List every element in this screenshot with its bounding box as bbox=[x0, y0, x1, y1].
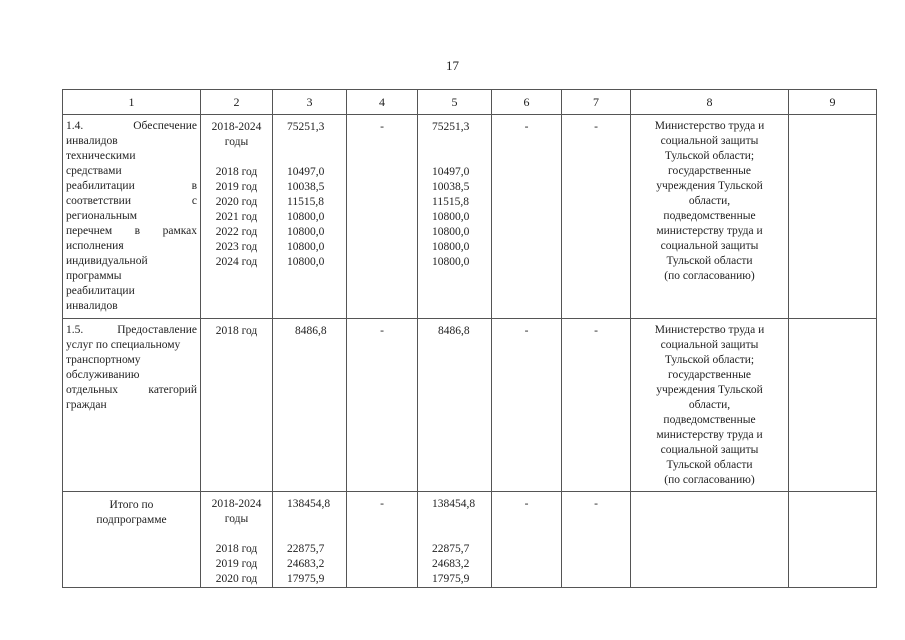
measure-name-text: перечнем bbox=[66, 225, 113, 237]
measure-name-text: в bbox=[191, 180, 197, 192]
dash-value: - bbox=[524, 121, 529, 133]
year-label: 2023 год bbox=[215, 241, 258, 253]
measure-name-text: инвалидов bbox=[66, 135, 118, 147]
year-value: 10800,0 bbox=[432, 211, 470, 223]
header-col-3: 3 bbox=[273, 90, 347, 115]
year-value: 10038,5 bbox=[287, 181, 325, 193]
measure-name-text: реабилитации bbox=[66, 180, 135, 192]
year-label: 2018 год bbox=[215, 166, 258, 178]
measure-name-text: инвалидов bbox=[66, 300, 118, 312]
year-value: 10800,0 bbox=[432, 256, 470, 268]
header-col-4: 4 bbox=[347, 90, 418, 115]
year-value: 10800,0 bbox=[287, 211, 325, 223]
measure-name-text: категорий bbox=[148, 384, 197, 396]
year-value: 11515,8 bbox=[432, 196, 469, 208]
period-range: 2018-2024 bbox=[211, 498, 262, 510]
year-value: 24683,2 bbox=[432, 558, 470, 570]
measure-name-text: отдельных bbox=[66, 384, 119, 396]
col9-cell bbox=[789, 492, 877, 588]
org-text: (по согласованию) bbox=[664, 474, 755, 486]
year-label: 2024 год bbox=[215, 256, 258, 268]
measure-name-text: граждан bbox=[66, 399, 107, 411]
year-value: 22875,7 bbox=[432, 543, 470, 555]
responsible-org-cell bbox=[631, 492, 789, 588]
year-label: 2022 год bbox=[215, 226, 258, 238]
org-text: Тульской области bbox=[666, 459, 753, 471]
col4-cell bbox=[347, 492, 418, 588]
org-text: социальной защиты bbox=[660, 339, 759, 351]
total-value: 138454,8 bbox=[287, 498, 331, 510]
measure-name-text: соответствии bbox=[66, 195, 131, 207]
col7-cell bbox=[562, 492, 631, 588]
table-row-total bbox=[63, 492, 877, 588]
measure-name-cell bbox=[63, 319, 201, 492]
col4-cell bbox=[347, 115, 418, 319]
header-col-2: 2 bbox=[201, 90, 273, 115]
year-value: 10800,0 bbox=[432, 241, 470, 253]
measure-name-text: рамках bbox=[162, 225, 197, 237]
col9-cell bbox=[789, 115, 877, 319]
measure-name-text: средствами bbox=[66, 165, 122, 177]
measure-name-text: услуг по специальному bbox=[66, 339, 181, 351]
year-value: 10800,0 bbox=[287, 256, 325, 268]
total-value: 8486,8 bbox=[295, 325, 327, 337]
org-text: подведомственные bbox=[663, 414, 756, 426]
org-text: (по согласованию) bbox=[664, 270, 755, 282]
total-value: 8486,8 bbox=[438, 325, 470, 337]
col5-cell bbox=[418, 492, 492, 588]
org-text: Министерство труда и bbox=[654, 324, 765, 336]
total-funding-cell bbox=[273, 115, 347, 319]
total-label: подпрограмме bbox=[96, 514, 167, 526]
col6-cell bbox=[492, 115, 562, 319]
total-value: 138454,8 bbox=[432, 498, 476, 510]
org-text: государственные bbox=[668, 369, 751, 381]
dash-value: - bbox=[594, 121, 598, 133]
header-col-7: 7 bbox=[562, 90, 631, 115]
dash-value: - bbox=[524, 325, 529, 337]
period-cell bbox=[201, 319, 273, 492]
subprogram-total-label-cell bbox=[63, 492, 201, 588]
measure-name-cell bbox=[63, 115, 201, 319]
year-label: 2021 год bbox=[215, 211, 258, 223]
org-text: социальной защиты bbox=[660, 135, 759, 147]
responsible-org-cell bbox=[631, 115, 789, 319]
year-value: 17975,9 bbox=[432, 573, 470, 585]
header-col-6: 6 bbox=[492, 90, 562, 115]
year-value: 11515,8 bbox=[287, 196, 324, 208]
year-label: 2019 год bbox=[215, 181, 258, 193]
dash-value: - bbox=[380, 325, 384, 337]
year-value: 10038,5 bbox=[432, 181, 470, 193]
table-row bbox=[63, 319, 877, 492]
measure-name-text: с bbox=[191, 195, 197, 207]
page-number: 17 bbox=[446, 58, 459, 73]
header-col-1: 1 bbox=[63, 90, 201, 115]
year-value: 10800,0 bbox=[287, 241, 325, 253]
year-value: 10800,0 bbox=[432, 226, 470, 238]
period-cell bbox=[201, 492, 273, 588]
year-label: 2020 год bbox=[215, 573, 258, 585]
measure-name-text: исполнения bbox=[66, 240, 124, 252]
measure-number: 1.4. bbox=[66, 120, 84, 132]
org-text: Тульской области bbox=[666, 255, 753, 267]
org-text: государственные bbox=[668, 165, 751, 177]
year-label: 2020 год bbox=[215, 196, 258, 208]
header-col-8: 8 bbox=[631, 90, 789, 115]
total-value: 75251,3 bbox=[432, 121, 470, 133]
total-funding-cell bbox=[273, 319, 347, 492]
org-text: области, bbox=[688, 399, 731, 411]
year-label: 2018 год bbox=[215, 543, 258, 555]
dash-value: - bbox=[380, 121, 384, 133]
header-row bbox=[63, 90, 877, 115]
measure-name-text: техническими bbox=[66, 150, 136, 162]
total-label: Итого по bbox=[109, 499, 154, 511]
org-text: министерству труда и bbox=[656, 429, 763, 441]
org-text: социальной защиты bbox=[660, 444, 759, 456]
dash-value: - bbox=[594, 498, 598, 510]
org-text: социальной защиты bbox=[660, 240, 759, 252]
year-value: 22875,7 bbox=[287, 543, 325, 555]
org-text: учреждения Тульской bbox=[656, 180, 763, 192]
col7-cell bbox=[562, 115, 631, 319]
dash-value: - bbox=[380, 498, 384, 510]
header-col-9: 9 bbox=[789, 90, 877, 115]
period-range-unit: годы bbox=[224, 513, 249, 525]
org-text: учреждения Тульской bbox=[656, 384, 763, 396]
measure-name-text: реабилитации bbox=[66, 285, 135, 297]
table-row bbox=[63, 115, 877, 319]
header-col-5: 5 bbox=[418, 90, 492, 115]
col5-cell bbox=[418, 319, 492, 492]
year-value: 17975,9 bbox=[287, 573, 325, 585]
measure-name-text: Обеспечение bbox=[133, 120, 197, 132]
period-cell bbox=[201, 115, 273, 319]
col7-cell bbox=[562, 319, 631, 492]
measure-name-text: Предоставление bbox=[117, 324, 197, 336]
measure-number: 1.5. bbox=[66, 324, 84, 336]
period-range-unit: годы bbox=[224, 136, 249, 148]
year-value: 24683,2 bbox=[287, 558, 325, 570]
org-text: Тульской области; bbox=[664, 354, 755, 366]
org-text: Министерство труда и bbox=[654, 120, 765, 132]
year-value: 10497,0 bbox=[287, 166, 325, 178]
total-funding-cell bbox=[273, 492, 347, 588]
year-label: 2019 год bbox=[215, 558, 258, 570]
col9-cell bbox=[789, 319, 877, 492]
measure-name-text: транспортному bbox=[66, 354, 141, 366]
org-text: области, bbox=[688, 195, 731, 207]
measure-name-text: региональным bbox=[66, 210, 137, 222]
measure-name-text: индивидуальной bbox=[66, 255, 148, 267]
measure-name-text: программы bbox=[66, 270, 122, 282]
col6-cell bbox=[492, 319, 562, 492]
period-range: 2018-2024 bbox=[211, 121, 262, 133]
year-label: 2018 год bbox=[215, 325, 258, 337]
org-text: подведомственные bbox=[663, 210, 756, 222]
year-value: 10800,0 bbox=[287, 226, 325, 238]
year-value: 10497,0 bbox=[432, 166, 470, 178]
measure-name-text: в bbox=[134, 225, 141, 237]
org-text: министерству труда и bbox=[656, 225, 763, 237]
total-value: 75251,3 bbox=[287, 121, 325, 133]
col6-cell bbox=[492, 492, 562, 588]
responsible-org-cell bbox=[631, 319, 789, 492]
col5-cell bbox=[418, 115, 492, 319]
org-text: Тульской области; bbox=[664, 150, 755, 162]
col4-cell bbox=[347, 319, 418, 492]
measure-name-text: обслуживанию bbox=[66, 369, 140, 381]
program-table bbox=[62, 89, 877, 588]
dash-value: - bbox=[594, 325, 598, 337]
dash-value: - bbox=[524, 498, 529, 510]
